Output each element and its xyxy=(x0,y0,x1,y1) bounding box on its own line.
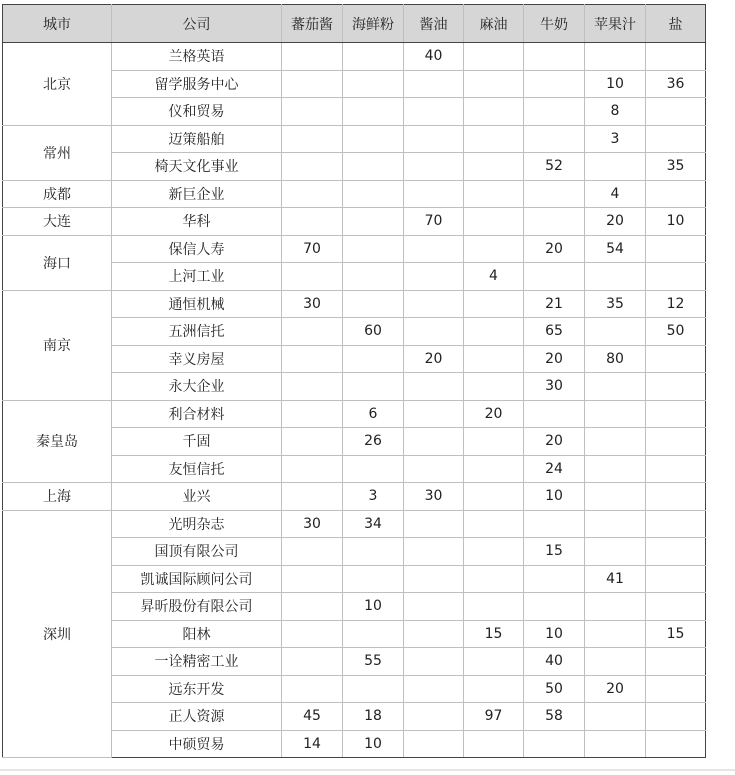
header-row xyxy=(3,5,706,43)
table-row xyxy=(3,43,706,71)
seafood-powder-value-cell xyxy=(343,180,404,208)
city-cell: 常州 xyxy=(3,125,112,180)
salt-value-cell xyxy=(646,538,706,566)
company-cell: 永大企业 xyxy=(112,373,282,401)
sesame-oil-value-cell xyxy=(464,455,524,483)
seafood-powder-value-cell: 34 xyxy=(343,510,404,538)
company-cell: 昇昕股份有限公司 xyxy=(112,593,282,621)
sesame-oil-value-cell: 97 xyxy=(464,703,524,731)
milk-value-cell: 20 xyxy=(524,345,585,373)
header-sesame-oil: 麻油 xyxy=(464,5,524,43)
ketchup-value-cell xyxy=(282,648,343,676)
seafood-powder-value-cell: 18 xyxy=(343,703,404,731)
soy-sauce-value-cell xyxy=(404,703,464,731)
milk-value-cell xyxy=(524,510,585,538)
soy-sauce-value-cell xyxy=(404,593,464,621)
salt-value-cell xyxy=(646,648,706,676)
city-cell: 大连 xyxy=(3,208,112,236)
salt-value-cell xyxy=(646,483,706,511)
salt-value-cell xyxy=(646,428,706,456)
salt-value-cell xyxy=(646,235,706,263)
company-cell: 正人资源 xyxy=(112,703,282,731)
salt-value-cell: 50 xyxy=(646,318,706,346)
pivot-table xyxy=(2,4,706,758)
apple-juice-value-cell: 41 xyxy=(585,565,646,593)
soy-sauce-value-cell xyxy=(404,565,464,593)
milk-value-cell: 50 xyxy=(524,675,585,703)
seafood-powder-value-cell: 60 xyxy=(343,318,404,346)
salt-value-cell: 36 xyxy=(646,70,706,98)
company-cell: 迈策船舶 xyxy=(112,125,282,153)
apple-juice-value-cell xyxy=(585,730,646,758)
apple-juice-value-cell xyxy=(585,483,646,511)
soy-sauce-value-cell xyxy=(404,620,464,648)
salt-value-cell xyxy=(646,345,706,373)
apple-juice-value-cell xyxy=(585,455,646,483)
apple-juice-value-cell xyxy=(585,703,646,731)
table-row xyxy=(3,180,706,208)
sesame-oil-value-cell xyxy=(464,675,524,703)
ketchup-value-cell xyxy=(282,263,343,291)
milk-value-cell xyxy=(524,125,585,153)
apple-juice-value-cell xyxy=(585,593,646,621)
milk-value-cell xyxy=(524,565,585,593)
ketchup-value-cell xyxy=(282,345,343,373)
sesame-oil-value-cell xyxy=(464,43,524,71)
milk-value-cell xyxy=(524,43,585,71)
soy-sauce-value-cell xyxy=(404,538,464,566)
sesame-oil-value-cell xyxy=(464,180,524,208)
header-milk: 牛奶 xyxy=(524,5,585,43)
apple-juice-value-cell: 20 xyxy=(585,675,646,703)
sesame-oil-value-cell xyxy=(464,373,524,401)
milk-value-cell xyxy=(524,70,585,98)
company-cell: 业兴 xyxy=(112,483,282,511)
seafood-powder-value-cell: 55 xyxy=(343,648,404,676)
ketchup-value-cell: 30 xyxy=(282,510,343,538)
company-cell: 华科 xyxy=(112,208,282,236)
apple-juice-value-cell xyxy=(585,510,646,538)
salt-value-cell xyxy=(646,593,706,621)
salt-value-cell xyxy=(646,43,706,71)
sesame-oil-value-cell xyxy=(464,648,524,676)
sesame-oil-value-cell xyxy=(464,98,524,126)
soy-sauce-value-cell xyxy=(404,400,464,428)
company-cell: 阳林 xyxy=(112,620,282,648)
seafood-powder-value-cell: 6 xyxy=(343,400,404,428)
apple-juice-value-cell: 10 xyxy=(585,70,646,98)
salt-value-cell xyxy=(646,125,706,153)
seafood-powder-value-cell xyxy=(343,208,404,236)
seafood-powder-value-cell xyxy=(343,43,404,71)
sesame-oil-value-cell: 4 xyxy=(464,263,524,291)
table-body xyxy=(3,43,706,758)
company-cell: 千固 xyxy=(112,428,282,456)
milk-value-cell xyxy=(524,730,585,758)
sesame-oil-value-cell: 15 xyxy=(464,620,524,648)
ketchup-value-cell: 45 xyxy=(282,703,343,731)
apple-juice-value-cell: 8 xyxy=(585,98,646,126)
seafood-powder-value-cell xyxy=(343,70,404,98)
salt-value-cell xyxy=(646,510,706,538)
seafood-powder-value-cell: 10 xyxy=(343,593,404,621)
city-cell: 北京 xyxy=(3,43,112,126)
city-cell: 南京 xyxy=(3,290,112,400)
apple-juice-value-cell xyxy=(585,153,646,181)
sesame-oil-value-cell xyxy=(464,125,524,153)
salt-value-cell: 35 xyxy=(646,153,706,181)
milk-value-cell xyxy=(524,180,585,208)
salt-value-cell xyxy=(646,400,706,428)
company-cell: 友恒信托 xyxy=(112,455,282,483)
sesame-oil-value-cell xyxy=(464,428,524,456)
salt-value-cell xyxy=(646,180,706,208)
seafood-powder-value-cell: 10 xyxy=(343,730,404,758)
ketchup-value-cell xyxy=(282,98,343,126)
city-cell: 海口 xyxy=(3,235,112,290)
ketchup-value-cell: 70 xyxy=(282,235,343,263)
salt-value-cell: 15 xyxy=(646,620,706,648)
company-cell: 留学服务中心 xyxy=(112,70,282,98)
ketchup-value-cell xyxy=(282,373,343,401)
milk-value-cell xyxy=(524,98,585,126)
salt-value-cell xyxy=(646,373,706,401)
ketchup-value-cell xyxy=(282,428,343,456)
table-row xyxy=(3,208,706,236)
apple-juice-value-cell: 35 xyxy=(585,290,646,318)
apple-juice-value-cell xyxy=(585,43,646,71)
city-cell: 上海 xyxy=(3,483,112,511)
soy-sauce-value-cell xyxy=(404,648,464,676)
company-cell: 新巨企业 xyxy=(112,180,282,208)
soy-sauce-value-cell: 30 xyxy=(404,483,464,511)
sesame-oil-value-cell xyxy=(464,208,524,236)
ketchup-value-cell xyxy=(282,593,343,621)
ketchup-value-cell xyxy=(282,208,343,236)
sesame-oil-value-cell xyxy=(464,290,524,318)
table-row xyxy=(3,235,706,263)
company-cell: 中硕贸易 xyxy=(112,730,282,758)
sesame-oil-value-cell xyxy=(464,345,524,373)
apple-juice-value-cell xyxy=(585,428,646,456)
milk-value-cell: 21 xyxy=(524,290,585,318)
table-row xyxy=(3,400,706,428)
ketchup-value-cell xyxy=(282,675,343,703)
milk-value-cell: 10 xyxy=(524,483,585,511)
apple-juice-value-cell xyxy=(585,648,646,676)
city-cell: 深圳 xyxy=(3,510,112,758)
soy-sauce-value-cell: 20 xyxy=(404,345,464,373)
sesame-oil-value-cell xyxy=(464,538,524,566)
milk-value-cell xyxy=(524,263,585,291)
apple-juice-value-cell: 3 xyxy=(585,125,646,153)
ketchup-value-cell xyxy=(282,538,343,566)
sesame-oil-value-cell xyxy=(464,235,524,263)
page-bottom-divider xyxy=(0,769,735,771)
soy-sauce-value-cell xyxy=(404,675,464,703)
ketchup-value-cell xyxy=(282,125,343,153)
soy-sauce-value-cell xyxy=(404,70,464,98)
milk-value-cell: 65 xyxy=(524,318,585,346)
ketchup-value-cell xyxy=(282,483,343,511)
milk-value-cell: 20 xyxy=(524,428,585,456)
milk-value-cell xyxy=(524,400,585,428)
salt-value-cell xyxy=(646,455,706,483)
milk-value-cell: 30 xyxy=(524,373,585,401)
soy-sauce-value-cell: 40 xyxy=(404,43,464,71)
ketchup-value-cell xyxy=(282,153,343,181)
apple-juice-value-cell: 54 xyxy=(585,235,646,263)
salt-value-cell: 10 xyxy=(646,208,706,236)
soy-sauce-value-cell xyxy=(404,510,464,538)
milk-value-cell xyxy=(524,208,585,236)
ketchup-value-cell xyxy=(282,318,343,346)
seafood-powder-value-cell xyxy=(343,235,404,263)
seafood-powder-value-cell xyxy=(343,290,404,318)
apple-juice-value-cell xyxy=(585,400,646,428)
milk-value-cell: 52 xyxy=(524,153,585,181)
table-row xyxy=(3,125,706,153)
company-cell: 仪和贸易 xyxy=(112,98,282,126)
salt-value-cell: 12 xyxy=(646,290,706,318)
header-soy-sauce: 酱油 xyxy=(404,5,464,43)
milk-value-cell: 10 xyxy=(524,620,585,648)
seafood-powder-value-cell xyxy=(343,98,404,126)
milk-value-cell: 15 xyxy=(524,538,585,566)
sesame-oil-value-cell: 20 xyxy=(464,400,524,428)
apple-juice-value-cell xyxy=(585,373,646,401)
pivot-table-container xyxy=(2,4,706,758)
apple-juice-value-cell xyxy=(585,318,646,346)
apple-juice-value-cell: 4 xyxy=(585,180,646,208)
milk-value-cell: 40 xyxy=(524,648,585,676)
apple-juice-value-cell xyxy=(585,538,646,566)
soy-sauce-value-cell xyxy=(404,455,464,483)
ketchup-value-cell: 30 xyxy=(282,290,343,318)
salt-value-cell xyxy=(646,703,706,731)
seafood-powder-value-cell xyxy=(343,675,404,703)
company-cell: 保信人寿 xyxy=(112,235,282,263)
milk-value-cell: 58 xyxy=(524,703,585,731)
sesame-oil-value-cell xyxy=(464,565,524,593)
header-company: 公司 xyxy=(112,5,282,43)
sesame-oil-value-cell xyxy=(464,730,524,758)
seafood-powder-value-cell xyxy=(343,263,404,291)
seafood-powder-value-cell xyxy=(343,455,404,483)
milk-value-cell: 24 xyxy=(524,455,585,483)
seafood-powder-value-cell xyxy=(343,125,404,153)
soy-sauce-value-cell xyxy=(404,180,464,208)
seafood-powder-value-cell: 26 xyxy=(343,428,404,456)
milk-value-cell xyxy=(524,593,585,621)
soy-sauce-value-cell xyxy=(404,235,464,263)
table-row xyxy=(3,290,706,318)
seafood-powder-value-cell xyxy=(343,153,404,181)
soy-sauce-value-cell: 70 xyxy=(404,208,464,236)
sesame-oil-value-cell xyxy=(464,593,524,621)
seafood-powder-value-cell xyxy=(343,345,404,373)
company-cell: 利合材料 xyxy=(112,400,282,428)
seafood-powder-value-cell xyxy=(343,620,404,648)
soy-sauce-value-cell xyxy=(404,153,464,181)
company-cell: 五洲信托 xyxy=(112,318,282,346)
seafood-powder-value-cell xyxy=(343,565,404,593)
company-cell: 远东开发 xyxy=(112,675,282,703)
header-apple-juice: 苹果汁 xyxy=(585,5,646,43)
seafood-powder-value-cell xyxy=(343,538,404,566)
apple-juice-value-cell xyxy=(585,263,646,291)
table-row xyxy=(3,510,706,538)
soy-sauce-value-cell xyxy=(404,263,464,291)
header-seafood-powder: 海鲜粉 xyxy=(343,5,404,43)
ketchup-value-cell xyxy=(282,400,343,428)
soy-sauce-value-cell xyxy=(404,318,464,346)
milk-value-cell: 20 xyxy=(524,235,585,263)
company-cell: 兰格英语 xyxy=(112,43,282,71)
ketchup-value-cell: 14 xyxy=(282,730,343,758)
ketchup-value-cell xyxy=(282,180,343,208)
salt-value-cell xyxy=(646,263,706,291)
city-cell: 秦皇岛 xyxy=(3,400,112,483)
company-cell: 光明杂志 xyxy=(112,510,282,538)
sesame-oil-value-cell xyxy=(464,510,524,538)
soy-sauce-value-cell xyxy=(404,730,464,758)
city-cell: 成都 xyxy=(3,180,112,208)
ketchup-value-cell xyxy=(282,70,343,98)
header-salt: 盐 xyxy=(646,5,706,43)
company-cell: 通恒机械 xyxy=(112,290,282,318)
soy-sauce-value-cell xyxy=(404,125,464,153)
sesame-oil-value-cell xyxy=(464,483,524,511)
company-cell: 一诠精密工业 xyxy=(112,648,282,676)
sesame-oil-value-cell xyxy=(464,153,524,181)
apple-juice-value-cell xyxy=(585,620,646,648)
salt-value-cell xyxy=(646,675,706,703)
table-row xyxy=(3,483,706,511)
salt-value-cell xyxy=(646,730,706,758)
sesame-oil-value-cell xyxy=(464,318,524,346)
company-cell: 椅天文化事业 xyxy=(112,153,282,181)
company-cell: 上河工业 xyxy=(112,263,282,291)
seafood-powder-value-cell: 3 xyxy=(343,483,404,511)
header-ketchup: 蕃茄酱 xyxy=(282,5,343,43)
salt-value-cell xyxy=(646,98,706,126)
seafood-powder-value-cell xyxy=(343,373,404,401)
header-city: 城市 xyxy=(3,5,112,43)
ketchup-value-cell xyxy=(282,455,343,483)
salt-value-cell xyxy=(646,565,706,593)
soy-sauce-value-cell xyxy=(404,98,464,126)
ketchup-value-cell xyxy=(282,565,343,593)
apple-juice-value-cell: 80 xyxy=(585,345,646,373)
company-cell: 幸义房屋 xyxy=(112,345,282,373)
soy-sauce-value-cell xyxy=(404,428,464,456)
company-cell: 凯诚国际顾问公司 xyxy=(112,565,282,593)
soy-sauce-value-cell xyxy=(404,290,464,318)
ketchup-value-cell xyxy=(282,620,343,648)
company-cell: 国顶有限公司 xyxy=(112,538,282,566)
ketchup-value-cell xyxy=(282,43,343,71)
soy-sauce-value-cell xyxy=(404,373,464,401)
sesame-oil-value-cell xyxy=(464,70,524,98)
apple-juice-value-cell: 20 xyxy=(585,208,646,236)
